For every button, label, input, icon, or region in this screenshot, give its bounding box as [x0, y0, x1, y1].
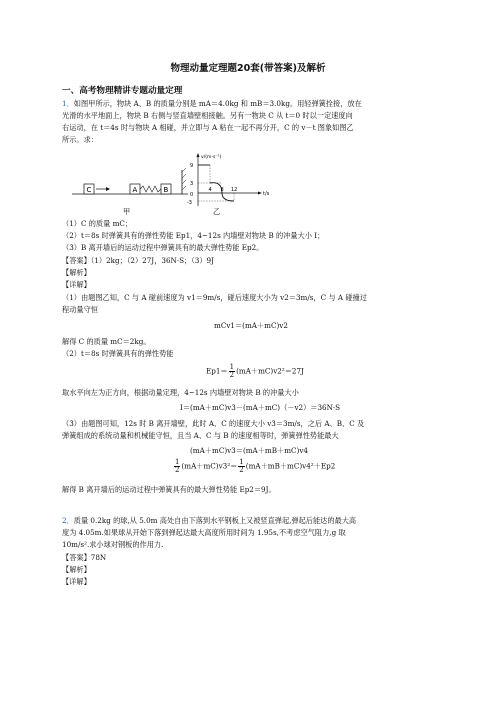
svg-text:t/s: t/s	[263, 191, 270, 197]
q1-detail-1b: 程动量守恒	[62, 305, 98, 314]
q1-number: 1．	[62, 99, 74, 108]
q1-analysis-tag: 【解析】	[62, 268, 91, 277]
section-heading: 一、高考物理精讲专题动量定理	[62, 86, 183, 96]
q1-detail-2b: 取水平向左为正方向，根据动量定理，4~12s 内墙壁对物块 B 的冲量大小	[62, 388, 299, 397]
svg-text:8: 8	[220, 187, 224, 193]
equation-2: Ep1＝ $\frac{1}{2}$ (mA＋mC)v2²＝27J	[206, 363, 304, 379]
q1-sub3: （3）B 离开墙后的运动过程中弹簧具有的最大弹性势能 Ep2。	[62, 243, 264, 252]
q1-stem-line-1: 1．如图甲所示，物块 A、B 的质量分别是 mA＝4.0kg 和 mB＝3.0kg。用轻弹簧拴接，放在	[62, 99, 362, 108]
svg-text:4: 4	[208, 187, 212, 193]
q1-sub2: （2）t＝8s 时弹簧具有的弹性势能 Ep1，4~12s 内墙壁对物块 B 的冲量大小 I；	[62, 231, 325, 240]
q1-sub1: （1）C 的质量 mC；	[62, 219, 133, 228]
label-a: A	[132, 186, 138, 194]
q1-detail-tag: 【详解】	[62, 280, 91, 289]
q2-detail-tag: 【详解】	[62, 577, 91, 586]
figure-jia	[70, 158, 190, 206]
fraction-half: $\frac{1}{2}$	[229, 363, 235, 379]
q1-detail-1: （1）由题图乙知，C 与 A 碰前速度为 v1＝9m/s，碰后速度大小为 v2＝3m/s，C 与 A 碰撞过	[62, 293, 367, 302]
label-b: B	[163, 186, 169, 194]
q2-stem-line-3: 10m/s².求小球对钢板的作用力.	[62, 540, 164, 549]
q1-detail-2: （2）t＝8s 时弹簧具有的弹性势能	[62, 349, 174, 358]
q1-stem-line-2: 光滑的水平地面上，物块 B 右侧与竖直墙壁相接触。另有一物块 C 从 t＝0 时以一定速度向	[62, 111, 353, 120]
q2-stem-line-1: 2．质量 0.2kg 的球,从 5.0m 高处自由下落到水平钢板上又被竖直弹起,弹起后能达的最大高	[62, 516, 357, 525]
label-c: C	[86, 186, 92, 194]
figure-jia-caption: 甲	[123, 207, 131, 216]
q2-analysis-tag: 【解析】	[62, 565, 91, 574]
q1-detail-3c: 解得 B 离开墙后的运动过程中弹簧具有的最大弹性势能 Ep2＝9J。	[62, 485, 276, 494]
q2-stem-line-2: 度为 4.05m.如果球从开始下落到弹起达最大高度所用时间为 1.95s,不考虑空气阻力,g 取	[62, 528, 346, 537]
figure-yi	[184, 152, 294, 208]
q1-stem-line-4: 所示。求：	[62, 135, 98, 144]
equation-4: (mA＋mC)v3＝(mA＋mB＋mC)v4	[190, 446, 308, 455]
svg-text:12: 12	[231, 187, 238, 193]
q1-answer: 【答案】（1）2kg；（2）27J，36N·S；（3）9J	[62, 256, 215, 265]
page-title: 物理动量定理题20套(带答案)及解析	[170, 63, 326, 74]
yi-axis-label: v/(m·s⁻¹)	[201, 155, 222, 160]
svg-text:-3: -3	[187, 200, 192, 206]
q1-detail-1c: 解得 C 的质量 mC＝2kg。	[62, 337, 151, 346]
svg-text:3: 3	[190, 181, 194, 187]
svg-text:0: 0	[190, 192, 194, 198]
q2-number: 2．	[62, 516, 74, 525]
figure-yi-caption: 乙	[213, 207, 221, 216]
q2-answer: 【答案】78N	[62, 553, 107, 562]
equation-5: $\frac{1}{2}$ (mA＋mC)v3²＝ $\frac{1}{2}$ (mA＋mB＋mC)v4²＋Ep2	[175, 458, 336, 474]
q1-stem-line-3: 右运动，在 t＝4s 时与物块 A 相碰，并立即与 A 粘在一起不再分开，C 的 v－t 图象如图乙	[62, 123, 354, 132]
equation-3: I＝(mA＋mC)v3－(mA＋mC)（－v2）＝36N·S	[180, 403, 341, 412]
equation-1: mCv1＝(mA＋mC)v2	[214, 321, 288, 330]
q1-detail-3: （3）由题图可知，12s 时 B 离开墙壁，此时 A、C 的速度大小 v3＝3m/s，之后 A、B、C 及	[62, 419, 365, 428]
q1-detail-3b: 弹簧组成的系统动量和机械能守恒，且当 A、C 与 B 的速度相等时，弹簧弹性势能最大	[62, 431, 339, 440]
svg-text:9: 9	[190, 163, 194, 169]
